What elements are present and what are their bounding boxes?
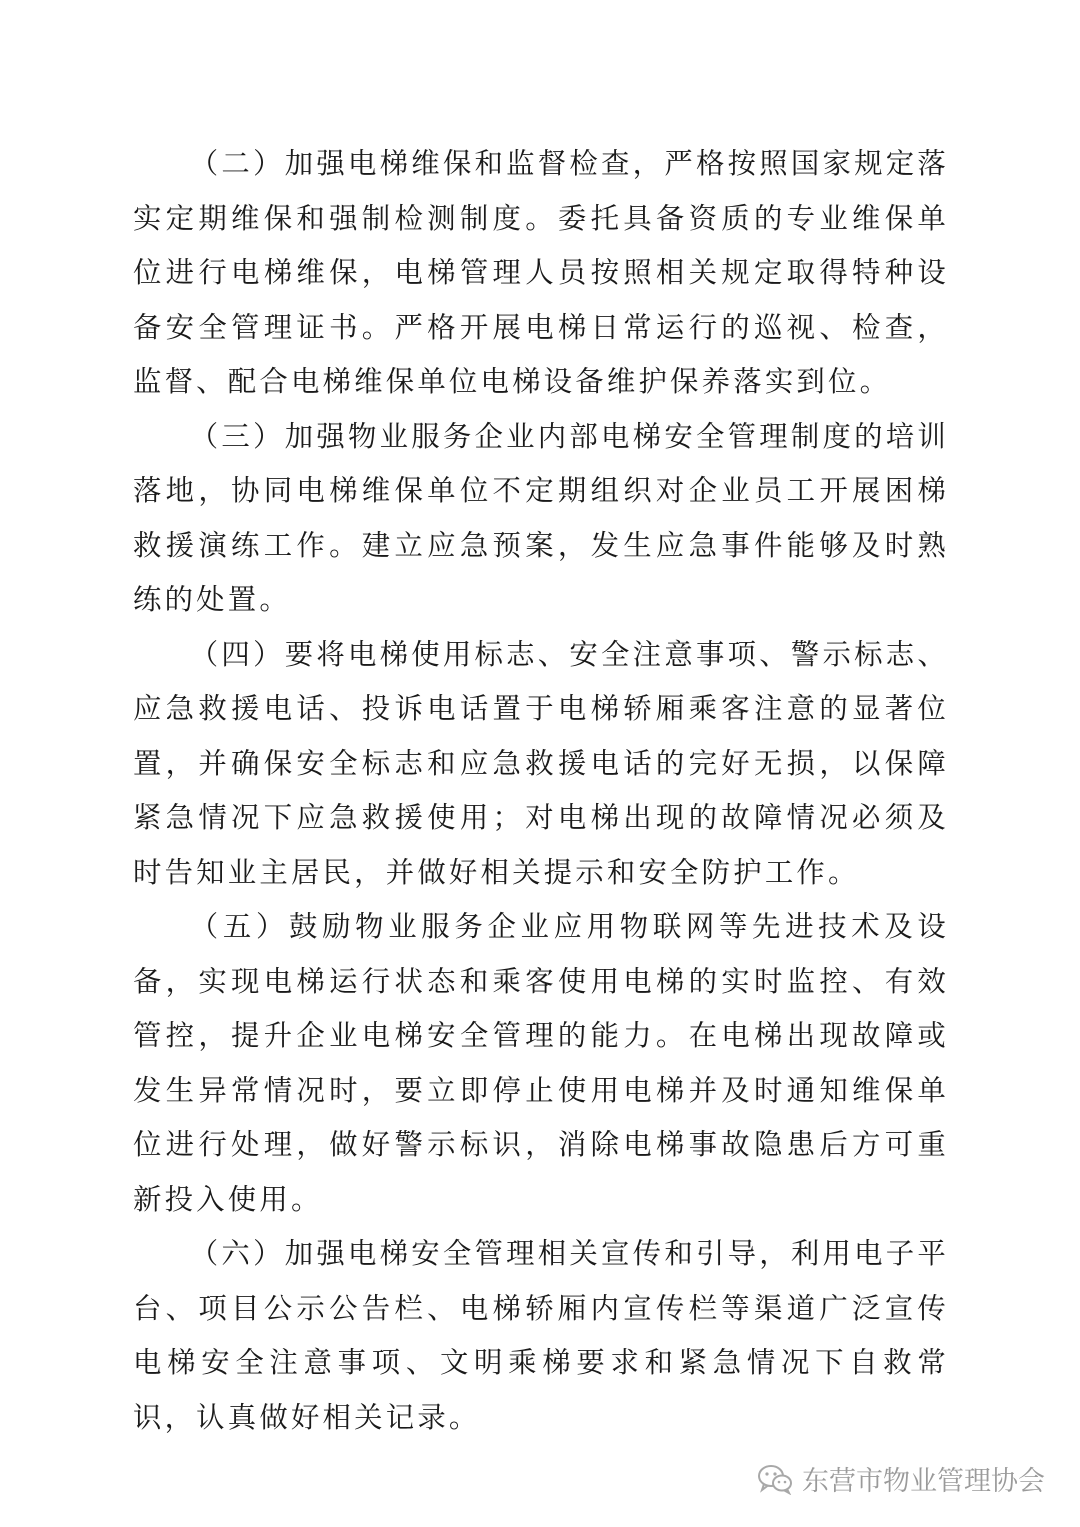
paragraph-6: （六）加强电梯安全管理相关宣传和引导，利用电子平台、项目公示公告栏、电梯轿厢内宣传栏等渠道广泛宣传电梯安全注意事项、文明乘梯要求和紧急情况下自救常识，认真做好相关记录。	[133, 1237, 949, 1434]
paragraph-4: （四）要将电梯使用标志、安全注意事项、警示标志、应急救援电话、投诉电话置于电梯轿厢乘客注意的显著位置，并确保安全标志和应急救援电话的完好无损，以保障紧急情况下应急救援使用；对电梯出现的故障情况必须及时告知业主居民，并做好相关提示和安全防护工作。	[133, 637, 949, 889]
document-body	[133, 137, 949, 1445]
paragraph-5: （五）鼓励物业服务企业应用物联网等先进技术及设备，实现电梯运行状态和乘客使用电梯的实时监控、有效管控，提升企业电梯安全管理的能力。在电梯出现故障或发生异常情况时，要立即停止使用电梯并及时通知维保单位进行处理，做好警示标识，消除电梯事故隐患后方可重新投入使用。	[133, 910, 949, 1216]
paragraph-2: （二）加强电梯维保和监督检查，严格按照国家规定落实定期维保和强制检测制度。委托具备资质的专业维保单位进行电梯维保，电梯管理人员按照相关规定取得特种设备安全管理证书。严格开展电梯日常运行的巡视、检查，监督、配合电梯维保单位电梯设备维护保养落实到位。	[133, 147, 949, 398]
watermark	[756, 1459, 1045, 1498]
watermark-text: 东营市物业管理协会	[802, 1466, 1045, 1497]
wechat-icon	[756, 1463, 794, 1495]
paragraph-3: （三）加强物业服务企业内部电梯安全管理制度的培训落地，协同电梯维保单位不定期组织对企业员工开展困梯救援演练工作。建立应急预案，发生应急事件能够及时熟练的处置。	[133, 419, 949, 616]
